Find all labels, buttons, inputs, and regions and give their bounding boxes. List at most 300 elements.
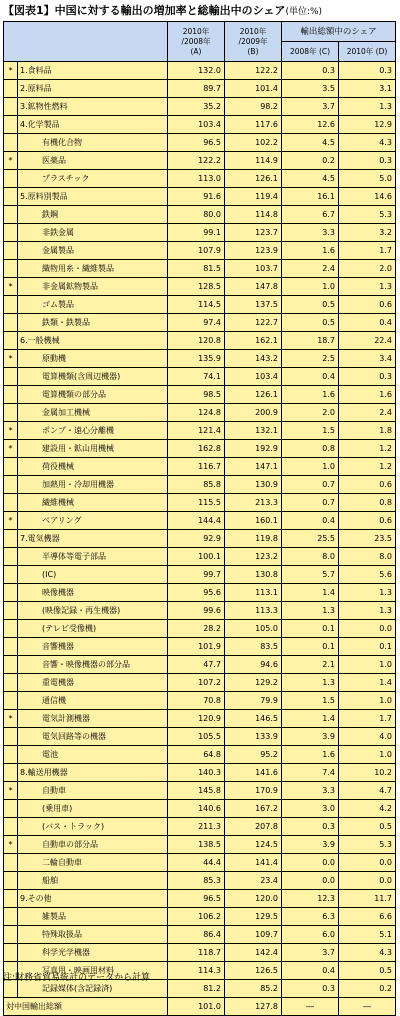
- value-c: 6.7: [282, 206, 339, 224]
- value-d: 0.2: [339, 980, 396, 998]
- value-a: 96.5: [168, 890, 225, 908]
- total-label: 対中国輸出総額: [4, 998, 168, 1016]
- value-b: 126.5: [225, 962, 282, 980]
- value-c: 3.9: [282, 836, 339, 854]
- value-a: 97.4: [168, 314, 225, 332]
- value-c: 0.4: [282, 962, 339, 980]
- table-row: [4, 656, 396, 674]
- export-table: [3, 21, 396, 1016]
- value-b: 101.4: [225, 80, 282, 98]
- value-d: 1.3: [339, 98, 396, 116]
- value-a: 118.7: [168, 944, 225, 962]
- value-c: 0.5: [282, 314, 339, 332]
- row-label: 非鉄金属: [18, 224, 168, 242]
- value-a: 85.3: [168, 872, 225, 890]
- value-d: 0.1: [339, 638, 396, 656]
- value-b: 123.2: [225, 548, 282, 566]
- value-d: 14.6: [339, 188, 396, 206]
- value-b: 141.6: [225, 764, 282, 782]
- value-c: 0.0: [282, 854, 339, 872]
- value-b: 146.5: [225, 710, 282, 728]
- value-c: 3.3: [282, 782, 339, 800]
- row-label: 船舶: [18, 872, 168, 890]
- value-a: 135.9: [168, 350, 225, 368]
- table-row: [4, 674, 396, 692]
- row-marker: *: [4, 440, 18, 458]
- value-c: 1.4: [282, 584, 339, 602]
- value-a: 81.5: [168, 260, 225, 278]
- value-d: 12.9: [339, 116, 396, 134]
- value-c: 0.7: [282, 494, 339, 512]
- table-row: [4, 62, 396, 80]
- value-c: 0.3: [282, 62, 339, 80]
- value-d: 1.2: [339, 458, 396, 476]
- total-value-c: ―: [282, 998, 339, 1016]
- value-c: 1.4: [282, 710, 339, 728]
- value-a: 145.8: [168, 782, 225, 800]
- row-marker: [4, 530, 18, 548]
- value-b: 120.0: [225, 890, 282, 908]
- header-col-a-line1: 2010年: [182, 26, 210, 36]
- value-d: 4.2: [339, 800, 396, 818]
- row-label: ベアリング: [18, 512, 168, 530]
- row-marker: *: [4, 782, 18, 800]
- value-c: 12.3: [282, 890, 339, 908]
- total-value-d: ―: [339, 998, 396, 1016]
- row-marker: [4, 116, 18, 134]
- row-label: 7.電気機器: [18, 530, 168, 548]
- row-marker: [4, 890, 18, 908]
- value-c: 0.4: [282, 512, 339, 530]
- row-label: 鉄鋼: [18, 206, 168, 224]
- value-c: 16.1: [282, 188, 339, 206]
- value-d: 5.1: [339, 926, 396, 944]
- total-value-b: 127.8: [225, 998, 282, 1016]
- row-marker: [4, 476, 18, 494]
- row-label: 写真用・映画用材料: [18, 962, 168, 980]
- row-marker: [4, 494, 18, 512]
- row-label: (バス・トラック): [18, 818, 168, 836]
- value-a: 103.4: [168, 116, 225, 134]
- row-label: ポンプ・遠心分離機: [18, 422, 168, 440]
- row-label: プラスチック: [18, 170, 168, 188]
- table-row: [4, 800, 396, 818]
- row-marker: [4, 638, 18, 656]
- row-label: 電気計測機器: [18, 710, 168, 728]
- row-marker: [4, 602, 18, 620]
- row-marker: [4, 224, 18, 242]
- value-c: 3.3: [282, 224, 339, 242]
- row-label: 医薬品: [18, 152, 168, 170]
- row-label: 二輪自動車: [18, 854, 168, 872]
- value-c: 2.4: [282, 260, 339, 278]
- total-value-a: 101.0: [168, 998, 225, 1016]
- value-b: 109.7: [225, 926, 282, 944]
- value-b: 126.1: [225, 170, 282, 188]
- value-c: 2.5: [282, 350, 339, 368]
- table-row: [4, 836, 396, 854]
- value-d: 11.7: [339, 890, 396, 908]
- value-b: 124.5: [225, 836, 282, 854]
- table-row: [4, 458, 396, 476]
- row-label: 8.輸送用機器: [18, 764, 168, 782]
- footnote: 注:財務省貿易統計のデータから計算: [3, 973, 151, 983]
- value-a: 162.8: [168, 440, 225, 458]
- value-c: 0.0: [282, 872, 339, 890]
- value-a: 101.9: [168, 638, 225, 656]
- row-marker: [4, 764, 18, 782]
- total-row: [4, 998, 396, 1016]
- value-c: 5.7: [282, 566, 339, 584]
- row-marker: [4, 584, 18, 602]
- row-label: 電気回路等の機器: [18, 728, 168, 746]
- table-row: [4, 404, 396, 422]
- value-b: 133.9: [225, 728, 282, 746]
- value-d: 5.3: [339, 206, 396, 224]
- row-label: 織物用糸・繊維製品: [18, 260, 168, 278]
- value-b: 23.4: [225, 872, 282, 890]
- value-d: 1.3: [339, 278, 396, 296]
- row-marker: [4, 620, 18, 638]
- value-d: 0.6: [339, 476, 396, 494]
- value-a: 140.6: [168, 800, 225, 818]
- table-row: [4, 854, 396, 872]
- value-a: 115.5: [168, 494, 225, 512]
- value-a: 92.9: [168, 530, 225, 548]
- row-label: 建設用・鉱山用機械: [18, 440, 168, 458]
- value-d: 4.7: [339, 782, 396, 800]
- value-b: 79.9: [225, 692, 282, 710]
- row-label: 1.食料品: [18, 62, 168, 80]
- value-b: 130.8: [225, 566, 282, 584]
- value-c: 1.3: [282, 674, 339, 692]
- value-a: 85.8: [168, 476, 225, 494]
- header-col-b: [225, 22, 282, 62]
- row-marker: [4, 80, 18, 98]
- table-row: [4, 746, 396, 764]
- value-c: 0.7: [282, 476, 339, 494]
- value-d: 6.6: [339, 908, 396, 926]
- row-label: 記録媒体(含記録済): [18, 980, 168, 998]
- row-label: 重電機器: [18, 674, 168, 692]
- value-c: 0.4: [282, 368, 339, 386]
- table-row: [4, 116, 396, 134]
- value-d: 0.4: [339, 314, 396, 332]
- table-row: [4, 782, 396, 800]
- row-marker: [4, 674, 18, 692]
- value-d: 0.3: [339, 368, 396, 386]
- value-b: 123.7: [225, 224, 282, 242]
- value-d: 1.0: [339, 692, 396, 710]
- value-a: 122.2: [168, 152, 225, 170]
- value-b: 147.8: [225, 278, 282, 296]
- value-c: 3.7: [282, 98, 339, 116]
- value-c: 0.5: [282, 296, 339, 314]
- value-d: 3.4: [339, 350, 396, 368]
- header-col-a-line2: /2008年: [181, 36, 211, 46]
- row-marker: [4, 296, 18, 314]
- value-d: 0.8: [339, 494, 396, 512]
- value-d: 0.5: [339, 962, 396, 980]
- value-a: 47.7: [168, 656, 225, 674]
- row-label: 電算機類(含周辺機器): [18, 368, 168, 386]
- value-a: 120.9: [168, 710, 225, 728]
- value-d: 0.6: [339, 512, 396, 530]
- value-c: 0.2: [282, 152, 339, 170]
- row-marker: [4, 188, 18, 206]
- row-label: 自動車: [18, 782, 168, 800]
- value-b: 142.4: [225, 944, 282, 962]
- value-a: 86.4: [168, 926, 225, 944]
- table-row: [4, 332, 396, 350]
- value-b: 162.1: [225, 332, 282, 350]
- value-a: 105.5: [168, 728, 225, 746]
- row-marker: [4, 314, 18, 332]
- value-a: 113.0: [168, 170, 225, 188]
- table-row: [4, 512, 396, 530]
- value-c: 1.0: [282, 458, 339, 476]
- table-row: [4, 476, 396, 494]
- value-b: 137.5: [225, 296, 282, 314]
- value-c: 2.0: [282, 404, 339, 422]
- value-b: 130.9: [225, 476, 282, 494]
- value-c: 3.7: [282, 944, 339, 962]
- row-marker: *: [4, 152, 18, 170]
- table-body: [4, 62, 396, 1016]
- table-row: [4, 728, 396, 746]
- value-a: 64.8: [168, 746, 225, 764]
- value-d: 1.7: [339, 710, 396, 728]
- value-c: 6.3: [282, 908, 339, 926]
- value-d: 0.0: [339, 620, 396, 638]
- value-c: 1.3: [282, 602, 339, 620]
- table-row: [4, 134, 396, 152]
- row-marker: *: [4, 836, 18, 854]
- value-d: 1.3: [339, 602, 396, 620]
- table-row: [4, 890, 396, 908]
- row-label: 半導体等電子部品: [18, 548, 168, 566]
- row-label: 有機化合物: [18, 134, 168, 152]
- table-row: [4, 278, 396, 296]
- value-d: 23.5: [339, 530, 396, 548]
- value-a: 99.6: [168, 602, 225, 620]
- value-c: 0.3: [282, 818, 339, 836]
- value-a: 107.2: [168, 674, 225, 692]
- value-c: 1.5: [282, 422, 339, 440]
- row-label: 原動機: [18, 350, 168, 368]
- value-d: 4.3: [339, 944, 396, 962]
- table-row: [4, 692, 396, 710]
- row-label: 音響機器: [18, 638, 168, 656]
- value-a: 81.2: [168, 980, 225, 998]
- value-c: 4.5: [282, 170, 339, 188]
- row-marker: [4, 800, 18, 818]
- value-a: 80.0: [168, 206, 225, 224]
- table-row: [4, 170, 396, 188]
- value-d: 0.0: [339, 854, 396, 872]
- row-label: (映像記録・再生機器): [18, 602, 168, 620]
- header-col-b-line3: (B): [247, 46, 259, 56]
- row-marker: [4, 260, 18, 278]
- value-c: 8.0: [282, 548, 339, 566]
- row-marker: [4, 944, 18, 962]
- value-d: 0.3: [339, 62, 396, 80]
- header-col-a: [168, 22, 225, 62]
- value-c: 1.5: [282, 692, 339, 710]
- value-a: 120.8: [168, 332, 225, 350]
- table-row: [4, 188, 396, 206]
- value-d: 0.3: [339, 152, 396, 170]
- value-d: 0.5: [339, 818, 396, 836]
- table-row: [4, 368, 396, 386]
- row-label: 映像機器: [18, 584, 168, 602]
- row-label: 科学光学機器: [18, 944, 168, 962]
- value-b: 102.2: [225, 134, 282, 152]
- value-a: 44.4: [168, 854, 225, 872]
- value-d: 1.7: [339, 242, 396, 260]
- value-a: 116.7: [168, 458, 225, 476]
- value-d: 5.6: [339, 566, 396, 584]
- value-c: 25.5: [282, 530, 339, 548]
- row-label: 非金属鉱物製品: [18, 278, 168, 296]
- value-b: 143.2: [225, 350, 282, 368]
- value-a: 211.3: [168, 818, 225, 836]
- value-a: 107.9: [168, 242, 225, 260]
- row-marker: [4, 332, 18, 350]
- table-row: [4, 350, 396, 368]
- table-row: [4, 566, 396, 584]
- row-label: 金属加工機械: [18, 404, 168, 422]
- value-b: 213.3: [225, 494, 282, 512]
- value-b: 126.1: [225, 386, 282, 404]
- value-a: 70.8: [168, 692, 225, 710]
- value-c: 1.0: [282, 278, 339, 296]
- value-c: 0.1: [282, 638, 339, 656]
- value-b: 103.4: [225, 368, 282, 386]
- page-title: [3, 3, 322, 19]
- value-c: 18.7: [282, 332, 339, 350]
- value-c: 2.1: [282, 656, 339, 674]
- table-row: [4, 224, 396, 242]
- row-label: 電算機類の部分品: [18, 386, 168, 404]
- row-label: 3.鉱物性燃料: [18, 98, 168, 116]
- value-a: 144.4: [168, 512, 225, 530]
- value-a: 96.5: [168, 134, 225, 152]
- row-label: (IC): [18, 566, 168, 584]
- value-b: 114.9: [225, 152, 282, 170]
- value-d: 1.0: [339, 746, 396, 764]
- value-a: 95.6: [168, 584, 225, 602]
- value-b: 95.2: [225, 746, 282, 764]
- row-marker: [4, 170, 18, 188]
- table-row: [4, 620, 396, 638]
- value-b: 167.2: [225, 800, 282, 818]
- value-d: 2.4: [339, 404, 396, 422]
- row-marker: [4, 566, 18, 584]
- value-b: 103.7: [225, 260, 282, 278]
- value-a: 99.7: [168, 566, 225, 584]
- value-a: 121.4: [168, 422, 225, 440]
- value-c: 3.0: [282, 800, 339, 818]
- table-row: [4, 818, 396, 836]
- value-c: 4.5: [282, 134, 339, 152]
- table-row: [4, 98, 396, 116]
- header-blank: [4, 22, 168, 62]
- value-b: 114.8: [225, 206, 282, 224]
- value-b: 141.4: [225, 854, 282, 872]
- value-a: 91.6: [168, 188, 225, 206]
- row-marker: [4, 404, 18, 422]
- value-b: 160.1: [225, 512, 282, 530]
- row-label: 9.その他: [18, 890, 168, 908]
- header-col-c: 2008年 (C): [282, 42, 339, 62]
- row-marker: [4, 98, 18, 116]
- value-a: 99.1: [168, 224, 225, 242]
- value-a: 132.0: [168, 62, 225, 80]
- value-b: 132.1: [225, 422, 282, 440]
- table-row: [4, 530, 396, 548]
- value-b: 129.5: [225, 908, 282, 926]
- value-c: 1.6: [282, 242, 339, 260]
- value-b: 207.8: [225, 818, 282, 836]
- row-marker: [4, 854, 18, 872]
- value-a: 98.5: [168, 386, 225, 404]
- row-label: 4.化学製品: [18, 116, 168, 134]
- value-d: 1.8: [339, 422, 396, 440]
- row-marker: [4, 872, 18, 890]
- table-row: [4, 944, 396, 962]
- value-b: 94.6: [225, 656, 282, 674]
- row-marker: [4, 134, 18, 152]
- row-label: 繊維機械: [18, 494, 168, 512]
- table-row: [4, 926, 396, 944]
- row-label: 通信機: [18, 692, 168, 710]
- value-c: 1.6: [282, 386, 339, 404]
- row-marker: [4, 386, 18, 404]
- value-a: 28.2: [168, 620, 225, 638]
- value-c: 0.3: [282, 980, 339, 998]
- row-label: 特殊取扱品: [18, 926, 168, 944]
- row-marker: *: [4, 710, 18, 728]
- row-marker: [4, 458, 18, 476]
- table-row: [4, 638, 396, 656]
- table-row: [4, 872, 396, 890]
- value-c: 0.1: [282, 620, 339, 638]
- value-c: 0.8: [282, 440, 339, 458]
- value-b: 122.7: [225, 314, 282, 332]
- value-d: 1.0: [339, 656, 396, 674]
- row-label: 荷役機械: [18, 458, 168, 476]
- value-d: 3.1: [339, 80, 396, 98]
- value-d: 0.6: [339, 296, 396, 314]
- row-label: 自動車の部分品: [18, 836, 168, 854]
- header-col-b-line2: /2009年: [238, 36, 268, 46]
- row-marker: [4, 656, 18, 674]
- value-a: 89.7: [168, 80, 225, 98]
- value-b: 113.3: [225, 602, 282, 620]
- row-label: 鉄類・鉄製品: [18, 314, 168, 332]
- value-d: 1.2: [339, 440, 396, 458]
- value-d: 0.0: [339, 872, 396, 890]
- row-marker: *: [4, 350, 18, 368]
- value-c: 3.5: [282, 80, 339, 98]
- value-b: 98.2: [225, 98, 282, 116]
- value-d: 4.0: [339, 728, 396, 746]
- value-d: 3.2: [339, 224, 396, 242]
- row-marker: [4, 692, 18, 710]
- table-row: [4, 260, 396, 278]
- table-row: [4, 242, 396, 260]
